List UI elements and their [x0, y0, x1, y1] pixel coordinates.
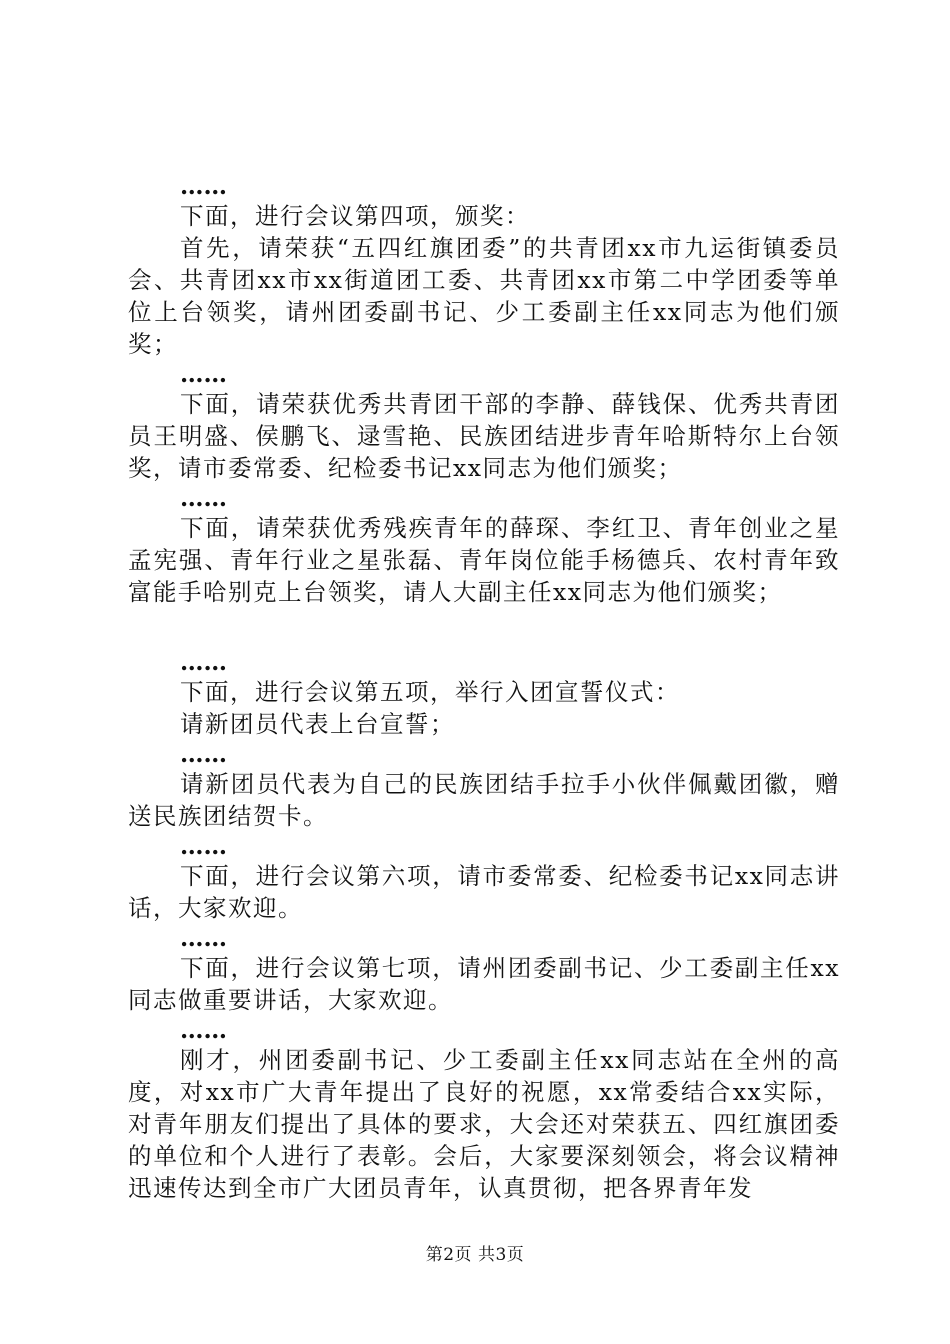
ellipsis-separator: ……: [180, 832, 227, 860]
paragraph: 刚才，州团委副书记、少工委副主任xx同志站在全州的高度，对xx市广大青年提出了良好的祝愿，xx常委结合xx实际，对青年朋友们提出了具体的要求，大会还对荣获五、四红旗团委的单位和个人进行了表彰。会后，大家要深刻领会，将会议精神迅速传达到全市广大团员青年，认真贯彻，把各界青年发: [128, 1046, 840, 1202]
paragraph: 下面，进行会议第七项，请州团委副书记、少工委副主任xx同志做重要讲话，大家欢迎。: [128, 954, 840, 1014]
paragraph: 请新团员代表上台宣誓；: [180, 710, 455, 738]
ellipsis-separator: ……: [180, 648, 227, 676]
page-number-footer: 第2页 共3页: [425, 1245, 525, 1265]
paragraph: 下面，请荣获优秀残疾青年的薛琛、李红卫、青年创业之星孟宪强、青年行业之星张磊、青年岗位能手杨德兵、农村青年致富能手哈别克上台领奖，请人大副主任xx同志为他们颁奖；: [128, 514, 840, 606]
document-body: [128, 172, 840, 1204]
paragraph: 下面，请荣获优秀共青团干部的李静、薛钱保、优秀共青团员王明盛、侯鹏飞、逯雪艳、民族团结进步青年哈斯特尔上台领奖，请市委常委、纪检委书记xx同志为他们颁奖；: [128, 390, 840, 482]
ellipsis-separator: ……: [180, 924, 227, 952]
ellipsis-separator: ……: [180, 740, 227, 768]
ellipsis-separator: ……: [180, 1016, 227, 1044]
ellipsis-separator: ……: [180, 360, 227, 388]
paragraph: 首先，请荣获“五四红旗团委”的共青团xx市九运街镇委员会、共青团xx市xx街道团工委、共青团xx市第二中学团委等单位上台领奖，请州团委副书记、少工委副主任xx同志为他们颁奖；: [128, 234, 840, 358]
paragraph: 下面，进行会议第四项，颁奖：: [180, 202, 530, 230]
paragraph: 下面，进行会议第五项，举行入团宣誓仪式：: [180, 678, 680, 706]
ellipsis-separator: ……: [180, 484, 227, 512]
paragraph: 请新团员代表为自己的民族团结手拉手小伙伴佩戴团徽，赠送民族团结贺卡。: [128, 770, 840, 830]
ellipsis-separator: ……: [180, 172, 227, 200]
paragraph: 下面，进行会议第六项，请市委常委、纪检委书记xx同志讲话，大家欢迎。: [128, 862, 840, 922]
